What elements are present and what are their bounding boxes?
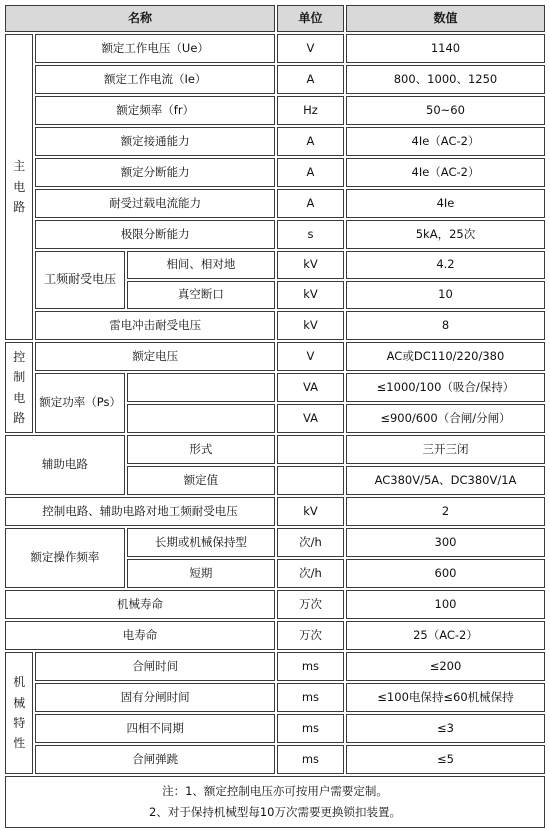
param-unit: ms: [277, 714, 344, 743]
param-unit: A: [277, 189, 344, 218]
table-row: [5, 683, 545, 712]
param-value: ≤100电保持≤60机械保持: [346, 683, 545, 712]
param-name: 真空断口: [127, 281, 275, 309]
power-freq-label: 工频耐受电压: [35, 251, 124, 309]
table-row: [5, 621, 545, 650]
param-unit: VA: [277, 404, 344, 433]
table-row: [5, 714, 545, 743]
param-unit: 万次: [277, 590, 344, 619]
param-unit: s: [277, 220, 344, 249]
table-row: [5, 189, 545, 218]
table-row: [5, 96, 545, 125]
param-value: 8: [346, 311, 545, 340]
table-row: [5, 652, 545, 681]
param-name: 额定值: [127, 466, 275, 495]
param-unit: kV: [277, 497, 344, 526]
param-value: 4Ie（AC-2）: [346, 127, 545, 156]
mech-char-label: 机 械 特 性: [5, 652, 33, 774]
param-name: 雷电冲击耐受电压: [35, 311, 275, 340]
param-value: ≤200: [346, 652, 545, 681]
param-name: 额定工作电压（Ue）: [35, 34, 275, 63]
table-row: [5, 34, 545, 63]
header-name: 名称: [5, 5, 275, 32]
table-row: [5, 220, 545, 249]
param-unit: 万次: [277, 621, 344, 650]
table-row: [5, 528, 545, 557]
param-name: 额定分断能力: [35, 158, 275, 187]
spec-table: [3, 3, 547, 830]
param-value: 10: [346, 281, 545, 309]
param-value: 5kA，25次: [346, 220, 545, 249]
param-unit: 次/h: [277, 559, 344, 588]
param-unit: kV: [277, 311, 344, 340]
table-row: [5, 497, 545, 526]
table-row: [5, 745, 545, 774]
param-unit: A: [277, 65, 344, 94]
table-row: [5, 251, 545, 279]
param-unit: VA: [277, 373, 344, 402]
param-name: 短期: [127, 559, 275, 588]
param-name: 额定电压: [35, 342, 275, 371]
param-name: 控制电路、辅助电路对地工频耐受电压: [5, 497, 275, 526]
param-name-empty: [127, 373, 275, 402]
param-value: ≤5: [346, 745, 545, 774]
param-value: 4.2: [346, 251, 545, 279]
param-name: 相间、相对地: [127, 251, 275, 279]
header-row: [5, 5, 545, 32]
table-row: [5, 65, 545, 94]
table-row: [5, 590, 545, 619]
header-value: 数值: [346, 5, 545, 32]
param-name: 形式: [127, 435, 275, 464]
param-value: 100: [346, 590, 545, 619]
control-circuit-label: 控制 电路: [5, 342, 33, 433]
param-unit: A: [277, 127, 344, 156]
param-unit: A: [277, 158, 344, 187]
param-unit: ms: [277, 745, 344, 774]
param-unit-empty: [277, 466, 344, 495]
param-name-empty: [127, 404, 275, 433]
param-value: 50~60: [346, 96, 545, 125]
notes-row: [5, 776, 545, 828]
param-value: 2: [346, 497, 545, 526]
param-name: 额定接通能力: [35, 127, 275, 156]
table-row: [5, 342, 545, 371]
param-value: ≤3: [346, 714, 545, 743]
param-name: 额定工作电流（Ie）: [35, 65, 275, 94]
note-line-1: 注：1、额定控制电压亦可按用户需要定制。: [162, 784, 388, 799]
param-name: 合闸时间: [35, 652, 275, 681]
param-name: 机械寿命: [5, 590, 275, 619]
param-unit: kV: [277, 281, 344, 309]
param-name: 四相不同期: [35, 714, 275, 743]
param-value: 25（AC-2）: [346, 621, 545, 650]
table-row: [5, 435, 545, 464]
notes: [5, 776, 545, 828]
param-name: 极限分断能力: [35, 220, 275, 249]
param-unit: ms: [277, 683, 344, 712]
param-value: 800、1000、1250: [346, 65, 545, 94]
table-row: [5, 373, 545, 402]
param-value: 4Ie（AC-2）: [346, 158, 545, 187]
param-unit: kV: [277, 251, 344, 279]
param-value: ≤900/600（合闸/分闸）: [346, 404, 545, 433]
param-unit: Hz: [277, 96, 344, 125]
param-name: 电寿命: [5, 621, 275, 650]
param-name: 耐受过载电流能力: [35, 189, 275, 218]
param-value: AC或DC110/220/380: [346, 342, 545, 371]
param-name: 长期或机械保持型: [127, 528, 275, 557]
param-name: 额定频率（fr）: [35, 96, 275, 125]
param-value: ≤1000/100（吸合/保持）: [346, 373, 545, 402]
table-row: [5, 127, 545, 156]
table-row: [5, 311, 545, 340]
param-unit: V: [277, 342, 344, 371]
param-value: 600: [346, 559, 545, 588]
param-name: 合闸弹跳: [35, 745, 275, 774]
op-freq-label: 额定操作频率: [5, 528, 125, 588]
table-row: [5, 158, 545, 187]
param-unit: V: [277, 34, 344, 63]
param-value: 三开三闭: [346, 435, 545, 464]
param-unit: 次/h: [277, 528, 344, 557]
param-name: 固有分闸时间: [35, 683, 275, 712]
param-unit: ms: [277, 652, 344, 681]
rated-power-label: 额定功率（Ps）: [35, 373, 124, 433]
note-line-2: 2、对于保持机械型每10万次需要更换锁扣装置。: [149, 805, 401, 819]
header-unit: 单位: [277, 5, 344, 32]
param-unit-empty: [277, 435, 344, 464]
param-value: 300: [346, 528, 545, 557]
param-value: 4Ie: [346, 189, 545, 218]
param-value: 1140: [346, 34, 545, 63]
aux-circuit-label: 辅助电路: [5, 435, 125, 495]
main-circuit-label: 主 电 路: [5, 34, 33, 340]
param-value: AC380V/5A、DC380V/1A: [346, 466, 545, 495]
